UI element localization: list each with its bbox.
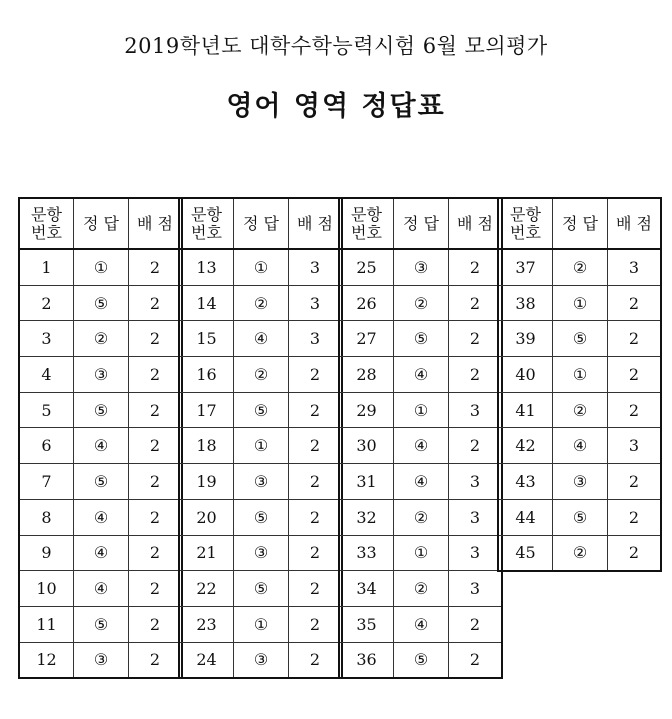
header-points: 배 점 <box>289 198 343 249</box>
answer-cell: ① <box>234 428 289 464</box>
question-number-cell: 31 <box>339 464 394 500</box>
points-cell: 2 <box>289 571 343 607</box>
points-cell: 3 <box>449 392 503 428</box>
answer-cell: ① <box>553 357 608 393</box>
question-number-cell: 21 <box>179 535 234 571</box>
points-cell: 3 <box>449 535 503 571</box>
question-number-cell: 42 <box>498 428 553 464</box>
question-number-cell: 35 <box>339 606 394 642</box>
table-row <box>339 642 502 678</box>
points-cell: 3 <box>449 499 503 535</box>
answer-cell: ② <box>553 249 608 285</box>
table-row <box>19 499 182 535</box>
table-row <box>179 464 342 500</box>
table-row <box>339 499 502 535</box>
table-row <box>498 249 661 285</box>
points-cell: 2 <box>449 642 503 678</box>
points-cell: 2 <box>608 499 662 535</box>
answer-cell: ⑤ <box>74 464 129 500</box>
question-number-cell: 14 <box>179 285 234 321</box>
table-row <box>19 392 182 428</box>
points-cell: 2 <box>449 606 503 642</box>
header-row <box>339 198 502 249</box>
question-number-cell: 26 <box>339 285 394 321</box>
answer-cell: ⑤ <box>74 392 129 428</box>
table-row <box>179 357 342 393</box>
question-number-cell: 23 <box>179 606 234 642</box>
table-row <box>339 392 502 428</box>
header-answer: 정 답 <box>74 198 129 249</box>
points-cell: 2 <box>289 464 343 500</box>
answer-cell: ④ <box>74 499 129 535</box>
points-cell: 3 <box>289 285 343 321</box>
table-row <box>498 321 661 357</box>
question-number-cell: 24 <box>179 642 234 678</box>
question-number-cell: 19 <box>179 464 234 500</box>
table-row <box>19 535 182 571</box>
header-question-number-line2: 번호 <box>351 222 382 242</box>
table-row <box>179 499 342 535</box>
points-cell: 2 <box>289 428 343 464</box>
question-number-cell: 5 <box>19 392 74 428</box>
question-number-cell: 3 <box>19 321 74 357</box>
question-number-cell: 32 <box>339 499 394 535</box>
points-cell: 2 <box>129 535 183 571</box>
points-cell: 3 <box>289 249 343 285</box>
question-number-cell: 36 <box>339 642 394 678</box>
answer-cell: ② <box>234 357 289 393</box>
points-cell: 3 <box>449 571 503 607</box>
answer-cell: ⑤ <box>74 606 129 642</box>
table-row <box>19 357 182 393</box>
header-question-number-line2: 번호 <box>191 222 222 242</box>
points-cell: 2 <box>608 321 662 357</box>
points-cell: 2 <box>129 642 183 678</box>
table-row <box>498 464 661 500</box>
answer-cell: ④ <box>74 571 129 607</box>
points-cell: 2 <box>289 499 343 535</box>
answer-cell: ⑤ <box>234 499 289 535</box>
table-row <box>19 249 182 285</box>
table-row <box>19 285 182 321</box>
header-row <box>19 198 182 249</box>
points-cell: 2 <box>129 357 183 393</box>
table-row <box>179 606 342 642</box>
points-cell: 2 <box>289 357 343 393</box>
header-question-number-line2: 번호 <box>510 222 541 242</box>
question-number-cell: 11 <box>19 606 74 642</box>
question-number-cell: 30 <box>339 428 394 464</box>
answer-table-group-1 <box>18 197 183 679</box>
table-row <box>19 606 182 642</box>
header-question-number <box>179 198 234 249</box>
answer-cell: ② <box>394 285 449 321</box>
answer-cell: ① <box>234 249 289 285</box>
header-row <box>179 198 342 249</box>
points-cell: 2 <box>449 249 503 285</box>
header-answer: 정 답 <box>234 198 289 249</box>
question-number-cell: 45 <box>498 535 553 571</box>
answer-cell: ④ <box>553 428 608 464</box>
answer-cell: ③ <box>234 642 289 678</box>
answer-cell: ① <box>553 285 608 321</box>
question-number-cell: 34 <box>339 571 394 607</box>
header-question-number <box>498 198 553 249</box>
points-cell: 2 <box>289 535 343 571</box>
header-answer: 정 답 <box>553 198 608 249</box>
header-question-number <box>339 198 394 249</box>
answer-cell: ⑤ <box>394 642 449 678</box>
answer-cell: ① <box>234 606 289 642</box>
points-cell: 2 <box>289 606 343 642</box>
answer-cell: ⑤ <box>394 321 449 357</box>
table-row <box>179 535 342 571</box>
answer-cell: ⑤ <box>234 571 289 607</box>
question-number-cell: 9 <box>19 535 74 571</box>
table-row <box>339 606 502 642</box>
question-number-cell: 40 <box>498 357 553 393</box>
table-row <box>339 428 502 464</box>
question-number-cell: 16 <box>179 357 234 393</box>
points-cell: 2 <box>449 285 503 321</box>
answer-cell: ⑤ <box>234 392 289 428</box>
question-number-cell: 29 <box>339 392 394 428</box>
points-cell: 3 <box>608 249 662 285</box>
table-row <box>498 357 661 393</box>
points-cell: 2 <box>129 285 183 321</box>
table-row <box>179 285 342 321</box>
answer-cell: ④ <box>74 428 129 464</box>
points-cell: 2 <box>129 321 183 357</box>
table-row <box>19 321 182 357</box>
table-row <box>498 428 661 464</box>
table-row <box>498 535 661 571</box>
answer-cell: ② <box>553 392 608 428</box>
header-question-number-line1: 문항 <box>31 204 62 224</box>
question-number-cell: 33 <box>339 535 394 571</box>
answer-cell: ③ <box>234 535 289 571</box>
header-question-number-line2: 번호 <box>31 222 62 242</box>
points-cell: 2 <box>608 392 662 428</box>
answer-cell: ② <box>234 285 289 321</box>
table-row <box>498 499 661 535</box>
table-row <box>339 357 502 393</box>
header-points: 배 점 <box>449 198 503 249</box>
answer-cell: ④ <box>394 428 449 464</box>
answer-table-group-3 <box>338 197 503 679</box>
answer-cell: ④ <box>394 464 449 500</box>
points-cell: 3 <box>608 428 662 464</box>
answer-table-group-4 <box>497 197 662 572</box>
header-question-number <box>19 198 74 249</box>
table-row <box>339 571 502 607</box>
answer-cell: ② <box>394 571 449 607</box>
question-number-cell: 15 <box>179 321 234 357</box>
table-row <box>19 428 182 464</box>
table-row <box>179 642 342 678</box>
document-subtitle: 2019학년도 대학수학능력시험 6월 모의평가 <box>124 34 548 58</box>
question-number-cell: 20 <box>179 499 234 535</box>
question-number-cell: 43 <box>498 464 553 500</box>
points-cell: 2 <box>608 535 662 571</box>
table-row <box>19 642 182 678</box>
question-number-cell: 2 <box>19 285 74 321</box>
answer-cell: ④ <box>234 321 289 357</box>
header-question-number-line1: 문항 <box>351 204 382 224</box>
table-row <box>339 249 502 285</box>
answer-cell: ④ <box>394 606 449 642</box>
answer-cell: ③ <box>74 357 129 393</box>
answer-cell: ③ <box>74 642 129 678</box>
points-cell: 2 <box>129 606 183 642</box>
answer-cell: ④ <box>394 357 449 393</box>
table-row <box>19 464 182 500</box>
question-number-cell: 38 <box>498 285 553 321</box>
answer-cell: ① <box>394 535 449 571</box>
question-number-cell: 1 <box>19 249 74 285</box>
answer-cell: ② <box>74 321 129 357</box>
answer-cell: ⑤ <box>74 285 129 321</box>
question-number-cell: 44 <box>498 499 553 535</box>
points-cell: 3 <box>289 321 343 357</box>
points-cell: 2 <box>129 392 183 428</box>
answer-cell: ⑤ <box>553 499 608 535</box>
points-cell: 2 <box>608 285 662 321</box>
answer-cell: ② <box>394 499 449 535</box>
question-number-cell: 8 <box>19 499 74 535</box>
points-cell: 2 <box>449 321 503 357</box>
points-cell: 2 <box>129 571 183 607</box>
table-row <box>339 285 502 321</box>
header-answer: 정 답 <box>394 198 449 249</box>
points-cell: 2 <box>289 642 343 678</box>
question-number-cell: 12 <box>19 642 74 678</box>
table-row <box>179 392 342 428</box>
table-row <box>498 285 661 321</box>
points-cell: 2 <box>129 428 183 464</box>
answer-cell: ② <box>553 535 608 571</box>
document-title: 영어 영역 정답표 <box>226 91 446 122</box>
answer-cell: ⑤ <box>553 321 608 357</box>
answer-cell: ① <box>74 249 129 285</box>
question-number-cell: 25 <box>339 249 394 285</box>
header-question-number-line1: 문항 <box>191 204 222 224</box>
table-row <box>339 321 502 357</box>
question-number-cell: 7 <box>19 464 74 500</box>
question-number-cell: 41 <box>498 392 553 428</box>
points-cell: 2 <box>129 249 183 285</box>
table-row <box>339 464 502 500</box>
question-number-cell: 37 <box>498 249 553 285</box>
question-number-cell: 27 <box>339 321 394 357</box>
answer-table-group-2 <box>178 197 343 679</box>
answer-cell: ③ <box>394 249 449 285</box>
question-number-cell: 22 <box>179 571 234 607</box>
points-cell: 2 <box>449 357 503 393</box>
points-cell: 2 <box>289 392 343 428</box>
header-points: 배 점 <box>129 198 183 249</box>
table-row <box>179 571 342 607</box>
table-row <box>179 321 342 357</box>
question-number-cell: 10 <box>19 571 74 607</box>
points-cell: 2 <box>608 357 662 393</box>
question-number-cell: 4 <box>19 357 74 393</box>
header-points: 배 점 <box>608 198 662 249</box>
points-cell: 2 <box>129 464 183 500</box>
table-row <box>498 392 661 428</box>
question-number-cell: 39 <box>498 321 553 357</box>
answer-cell: ① <box>394 392 449 428</box>
points-cell: 2 <box>608 464 662 500</box>
table-row <box>19 571 182 607</box>
question-number-cell: 17 <box>179 392 234 428</box>
points-cell: 2 <box>449 428 503 464</box>
table-row <box>179 428 342 464</box>
answer-cell: ③ <box>553 464 608 500</box>
points-cell: 2 <box>129 499 183 535</box>
answer-cell: ④ <box>74 535 129 571</box>
question-number-cell: 6 <box>19 428 74 464</box>
question-number-cell: 18 <box>179 428 234 464</box>
points-cell: 3 <box>449 464 503 500</box>
question-number-cell: 13 <box>179 249 234 285</box>
answer-cell: ③ <box>234 464 289 500</box>
header-row <box>498 198 661 249</box>
table-row <box>339 535 502 571</box>
question-number-cell: 28 <box>339 357 394 393</box>
table-row <box>179 249 342 285</box>
header-question-number-line1: 문항 <box>510 204 541 224</box>
